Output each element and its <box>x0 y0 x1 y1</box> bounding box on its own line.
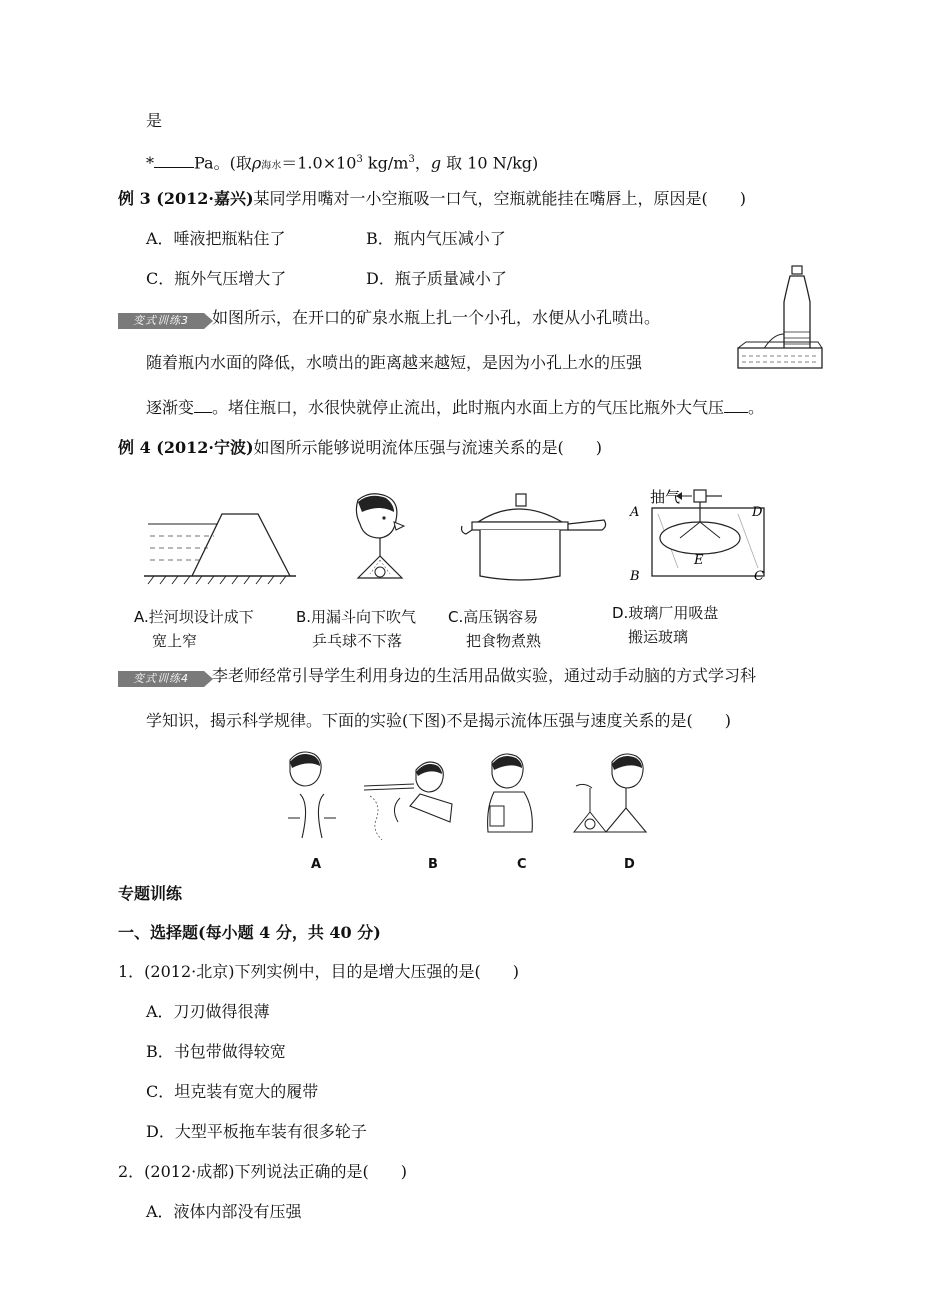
corner-a: A <box>630 505 640 520</box>
section-title: 专题训练 <box>118 884 183 903</box>
strip-label-d: D <box>624 857 635 872</box>
question-2-option-a: A．液体内部没有压强 <box>146 1202 302 1221</box>
caption-b-line1: B.用漏斗向下吹气 <box>296 608 417 626</box>
caption-c-line1: C.高压锅容易 <box>448 608 539 626</box>
caption-d-line1: D.玻璃厂用吸盘 <box>612 604 719 622</box>
dam-figure <box>140 498 300 588</box>
example-3-option-a: A．唾液把瓶粘住了 <box>146 229 286 248</box>
pressure-answer-line: * Pa。(取ρ海水$=1.0\times 10^3$ $kg/m^3$，g 取 10 N/kg) <box>146 153 539 173</box>
question-2-stem: 2．(2012·成都)下列说法正确的是( ) <box>118 1162 407 1181</box>
caption-c-line2: 把食物煮熟 <box>466 632 542 650</box>
glass-suction-figure <box>622 482 772 582</box>
example-4-stem: 如图所示能够说明流体压强与流速关系的是( ) <box>253 438 603 457</box>
point-e: E <box>694 553 704 568</box>
question-1-stem: 1．(2012·北京)下列实例中，目的是增大压强的是( ) <box>118 962 519 981</box>
corner-d: D <box>752 505 763 520</box>
answer-blank[interactable] <box>154 153 194 168</box>
question-1-option-c: C．坦克装有宽大的履带 <box>146 1082 319 1101</box>
strip-label-c: C <box>517 857 527 872</box>
question-1-option-d: D．大型平板拖车装有很多轮子 <box>146 1122 367 1141</box>
training-3-tag: 变式训练3 <box>118 313 204 329</box>
example-4-label: 例 4 (2012·宁波) <box>118 438 254 457</box>
example-3 <box>118 188 746 210</box>
example-3-option-c: C．瓶外气压增大了 <box>146 269 287 288</box>
question-1-option-b: B．书包带做得较宽 <box>146 1042 286 1061</box>
water-bottle-figure <box>734 262 826 374</box>
training-3-line3: 逐渐变 。堵住瓶口，水很快就停止流出，此时瓶内水面上方的气压比瓶外大气压 。 <box>146 398 765 417</box>
experiment-strip-figure <box>280 748 680 848</box>
corner-b: B <box>630 569 640 582</box>
question-1-option-a: A．刀刃做得很薄 <box>146 1002 270 1021</box>
answer-blank[interactable] <box>194 398 212 413</box>
answer-blank[interactable] <box>724 398 748 413</box>
example-3-option-b: B．瓶内气压减小了 <box>366 229 506 248</box>
continued-text: 是 <box>146 111 163 130</box>
caption-a-line1: A.拦河坝设计成下 <box>134 608 254 626</box>
funnel-boy-figure <box>340 490 420 592</box>
example-4 <box>118 437 602 459</box>
caption-b-line2: 乒乓球不下落 <box>312 632 403 650</box>
training-4-tag: 变式训练4 <box>118 671 204 687</box>
example-3-option-d: D．瓶子质量减小了 <box>366 269 507 288</box>
star-mark: * <box>146 153 154 173</box>
section-part-1: 一、选择题(每小题 4 分，共 40 分) <box>118 923 381 942</box>
pump-label: 抽气 <box>650 488 681 506</box>
strip-label-b: B <box>428 857 438 872</box>
caption-a-line2: 宽上窄 <box>152 632 198 650</box>
training-3-line2: 随着瓶内水面的降低，水喷出的距离越来越短，是因为小孔上水的压强 <box>146 353 643 372</box>
training-3-line1: 变式训练3 如图所示，在开口的矿泉水瓶上扎一个小孔，水便从小孔喷出。 <box>118 307 660 329</box>
corner-c: C <box>754 569 764 582</box>
pressure-cooker-figure <box>458 490 608 586</box>
example-3-label: 例 3 (2012·嘉兴) <box>118 189 254 208</box>
training-4-line2: 学知识，揭示科学规律。下面的实验(下图)不是揭示流体压强与速度关系的是( ) <box>146 711 731 730</box>
training-4-line1: 变式训练4 李老师经常引导学生利用身边的生活用品做实验，通过动手动脑的方式学习科 <box>118 665 756 687</box>
example-3-stem: 某同学用嘴对一小空瓶吸一口气，空瓶就能挂在嘴唇上，原因是( ) <box>253 189 747 208</box>
strip-label-a: A <box>311 857 322 872</box>
caption-d-line2: 搬运玻璃 <box>628 628 689 646</box>
